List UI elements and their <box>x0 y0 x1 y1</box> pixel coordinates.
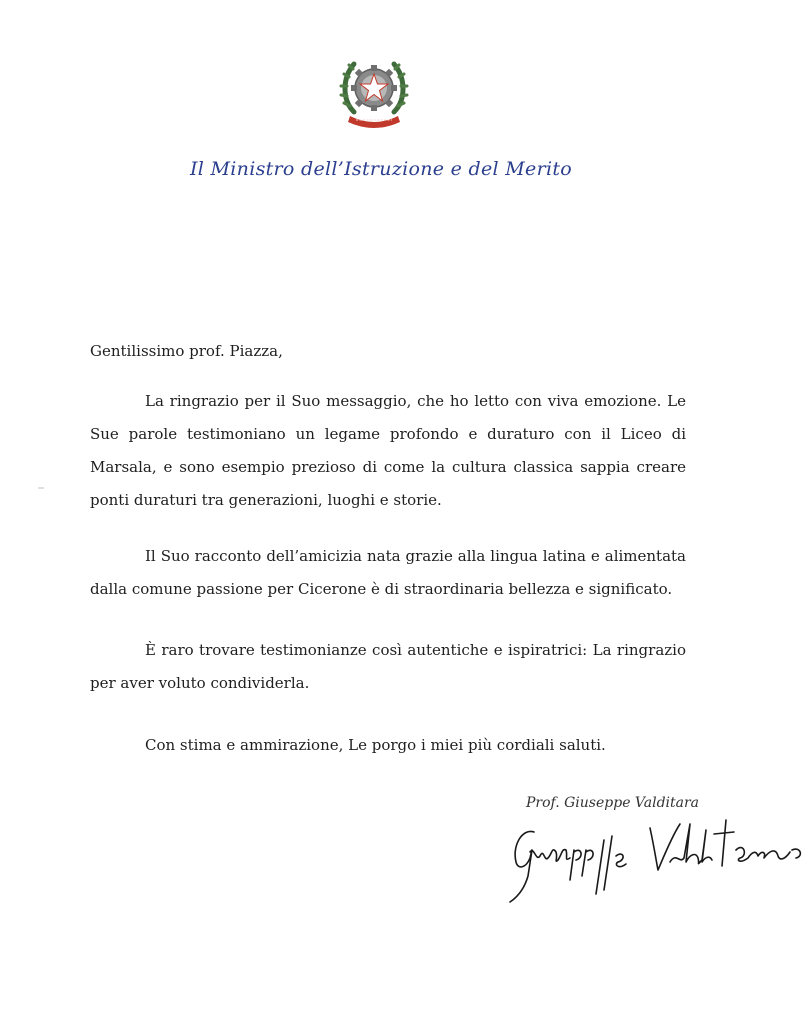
ministry-title: Il Ministro dell’Istruzione e del Merito <box>190 158 573 180</box>
italian-republic-emblem-icon <box>336 50 412 130</box>
signer-name: Prof. Giuseppe Valditara <box>526 795 700 811</box>
letter-paragraph: Il Suo racconto dell’amicizia nata grazie alla lingua latina e alimentata dalla comune passione per Cicerone è di straordinaria bellezza e significato. <box>90 547 686 598</box>
letter-paragraph: La ringrazio per il Suo messaggio, che ho letto con viva emozione. Le Sue parole testimoniano un legame profondo e duraturo con il Liceo di Marsala, e sono esempio prezioso di come la cultura classica sappia creare ponti duraturi tra generazioni, luoghi e storie. <box>90 392 686 509</box>
scan-artifact <box>38 487 44 489</box>
letter-closing: Con stima e ammirazione, Le porgo i miei più cordiali saluti. <box>145 736 606 754</box>
letter-salutation: Gentilissimo prof. Piazza, <box>90 342 283 360</box>
letter-paragraph: È raro trovare testimonianze così autentiche e ispiratrici: La ringrazio per aver voluto condividerla. <box>90 641 686 692</box>
handwritten-signature <box>500 806 811 906</box>
